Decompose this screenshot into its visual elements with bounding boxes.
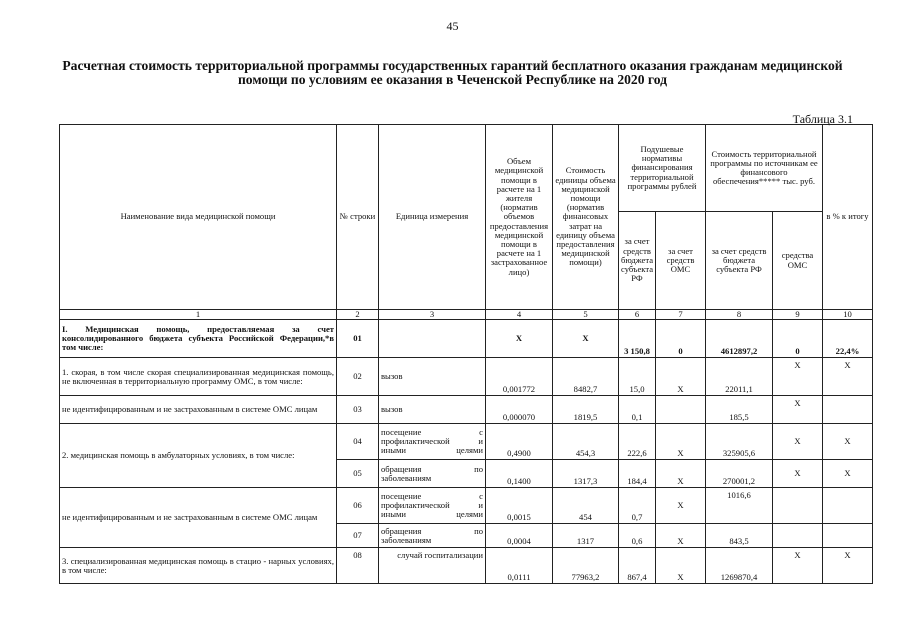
row-number: 05 [337, 460, 379, 488]
row-unit: посещение с профилактической и иными целями [379, 424, 486, 460]
row-cost-oms: Х [773, 358, 823, 396]
row-percent [823, 524, 873, 548]
header-per-capita: Подушевые нормативы финансирования территориальной программы рублей [619, 125, 706, 212]
row-unit: обращения по заболеваниям [379, 524, 486, 548]
row-name: 3. специализированная медицинская помощь в стацио - нарных условиях, в том числе: [60, 548, 337, 584]
col-number: 4 [486, 310, 553, 320]
row-per-capita-oms: Х [656, 488, 706, 524]
row-per-capita-oms: Х [656, 460, 706, 488]
row-cost-budget: 185,5 [706, 396, 773, 424]
row-number: 02 [337, 358, 379, 396]
row-cost-oms [773, 488, 823, 524]
header-unit: Единица измерения [379, 125, 486, 310]
table-row [60, 320, 873, 358]
row-unit [379, 320, 486, 358]
row-number: 03 [337, 396, 379, 424]
row-volume: 0,0015 [486, 488, 553, 524]
row-number: 01 [337, 320, 379, 358]
row-group-name: не идентифицированным и не застрахованным в системе ОМС лицам [60, 488, 337, 548]
row-per-capita-budget: 0,7 [619, 488, 656, 524]
row-name: не идентифицированным и не застрахованным в системе ОМС лицам [60, 396, 337, 424]
row-unit: вызов [379, 396, 486, 424]
row-cost-oms: Х [773, 460, 823, 488]
row-cost-oms: 0 [773, 320, 823, 358]
row-per-capita-budget: 3 150,8 [619, 320, 656, 358]
cost-table [59, 124, 873, 584]
header-cost-budget: за счет средств бюджета субъекта РФ [706, 212, 773, 310]
row-unit: вызов [379, 358, 486, 396]
page-number: 45 [446, 19, 459, 33]
row-per-capita-oms: Х [656, 424, 706, 460]
col-number: 3 [379, 310, 486, 320]
row-volume: 0,001772 [486, 358, 553, 396]
row-cost-budget: 1269870,4 [706, 548, 773, 584]
row-per-capita-budget: 0,1 [619, 396, 656, 424]
row-cost-budget: 22011,1 [706, 358, 773, 396]
col-number: 5 [553, 310, 619, 320]
row-percent: Х [823, 358, 873, 396]
table-label: Таблица 3.1 [792, 112, 853, 126]
row-cost-budget: 270001,2 [706, 460, 773, 488]
row-unit-cost: 8482,7 [553, 358, 619, 396]
header-volume: Объем медицинской помощи в расчете на 1 жителя (норматив объемов предоставления медицинской помощи в расчете на 1 застрахованное лицо) [486, 125, 553, 310]
row-percent [823, 488, 873, 524]
header-name: Наименование вида медицинской помощи [60, 125, 337, 310]
header-percent: в % к итогу [823, 125, 873, 310]
row-cost-budget: 4612897,2 [706, 320, 773, 358]
document-title: Расчетная стоимость территориальной программы государственных гарантий бесплатного оказания гражданам медицинской помощи по условиям ее оказания в Чеченской Республике на 2020 год [62, 58, 843, 87]
row-cost-oms: Х [773, 424, 823, 460]
row-unit-cost: 1317 [553, 524, 619, 548]
row-per-capita-budget: 15,0 [619, 358, 656, 396]
row-unit-cost: 454,3 [553, 424, 619, 460]
col-number: 6 [619, 310, 656, 320]
row-percent: Х [823, 548, 873, 584]
column-number-row [60, 310, 873, 320]
header-cost-oms: средства ОМС [773, 212, 823, 310]
row-unit-cost: 77963,2 [553, 548, 619, 584]
table-row [60, 548, 873, 584]
row-unit-cost: 1819,5 [553, 396, 619, 424]
header-row [60, 125, 873, 212]
row-percent: 22,4% [823, 320, 873, 358]
row-cost-budget: 325905,6 [706, 424, 773, 460]
row-volume: Х [486, 320, 553, 358]
col-number: 10 [823, 310, 873, 320]
row-volume: 0,000070 [486, 396, 553, 424]
table-row [60, 358, 873, 396]
row-volume: 0,0004 [486, 524, 553, 548]
row-unit: случай госпитализации [379, 548, 486, 584]
col-number: 2 [337, 310, 379, 320]
row-unit-cost: Х [553, 320, 619, 358]
row-number: 06 [337, 488, 379, 524]
row-per-capita-oms: Х [656, 548, 706, 584]
header-unit-cost: Стоимость единицы объема медицинской помощи (норматив финансовых затрат на единицу объема предоставления медицинской помощи) [553, 125, 619, 310]
row-name: I. Медицинская помощь, предоставляемая за счет консолидированного бюджета субъекта Российской Федерации,*в том числе: [60, 320, 337, 358]
row-name: 1. скорая, в том числе скорая специализированная медицинская помощь, не включенная в территориальную программу ОМС, в том числе: [60, 358, 337, 396]
row-unit: обращения по заболеваниям [379, 460, 486, 488]
row-number: 08 [337, 548, 379, 584]
header-per-capita-oms: за счет средств ОМС [656, 212, 706, 310]
row-percent: Х [823, 424, 873, 460]
row-number: 04 [337, 424, 379, 460]
row-per-capita-budget: 867,4 [619, 548, 656, 584]
row-percent: Х [823, 460, 873, 488]
row-unit: посещение с профилактической и иными целями [379, 488, 486, 524]
col-number: 1 [60, 310, 337, 320]
row-per-capita-oms: Х [656, 524, 706, 548]
row-per-capita-budget: 222,6 [619, 424, 656, 460]
header-per-capita-budget: за счет средств бюджета субъекта РФ [619, 212, 656, 310]
row-cost-oms: Х [773, 396, 823, 424]
row-per-capita-oms: 0 [656, 320, 706, 358]
row-cost-oms: Х [773, 548, 823, 584]
row-per-capita-oms [656, 396, 706, 424]
header-cost: Стоимость территориальной программы по источникам ее финансового обеспечения***** тыс. руб. [706, 125, 823, 212]
row-per-capita-budget: 0,6 [619, 524, 656, 548]
table-row [60, 396, 873, 424]
row-percent [823, 396, 873, 424]
row-volume: 0,1400 [486, 460, 553, 488]
row-per-capita-oms: Х [656, 358, 706, 396]
row-unit-cost: 454 [553, 488, 619, 524]
row-cost-budget: 843,5 [706, 524, 773, 548]
row-unit-cost: 1317,3 [553, 460, 619, 488]
row-number: 07 [337, 524, 379, 548]
table-row [60, 424, 873, 460]
row-volume: 0,4900 [486, 424, 553, 460]
col-number: 7 [656, 310, 706, 320]
row-volume: 0,0111 [486, 548, 553, 584]
col-number: 8 [706, 310, 773, 320]
col-number: 9 [773, 310, 823, 320]
row-cost-budget: 1016,6 [706, 488, 773, 524]
row-group-name: 2. медицинская помощь в амбулаторных условиях, в том числе: [60, 424, 337, 488]
table-row [60, 488, 873, 524]
header-row-no: № строки [337, 125, 379, 310]
row-cost-oms [773, 524, 823, 548]
row-per-capita-budget: 184,4 [619, 460, 656, 488]
